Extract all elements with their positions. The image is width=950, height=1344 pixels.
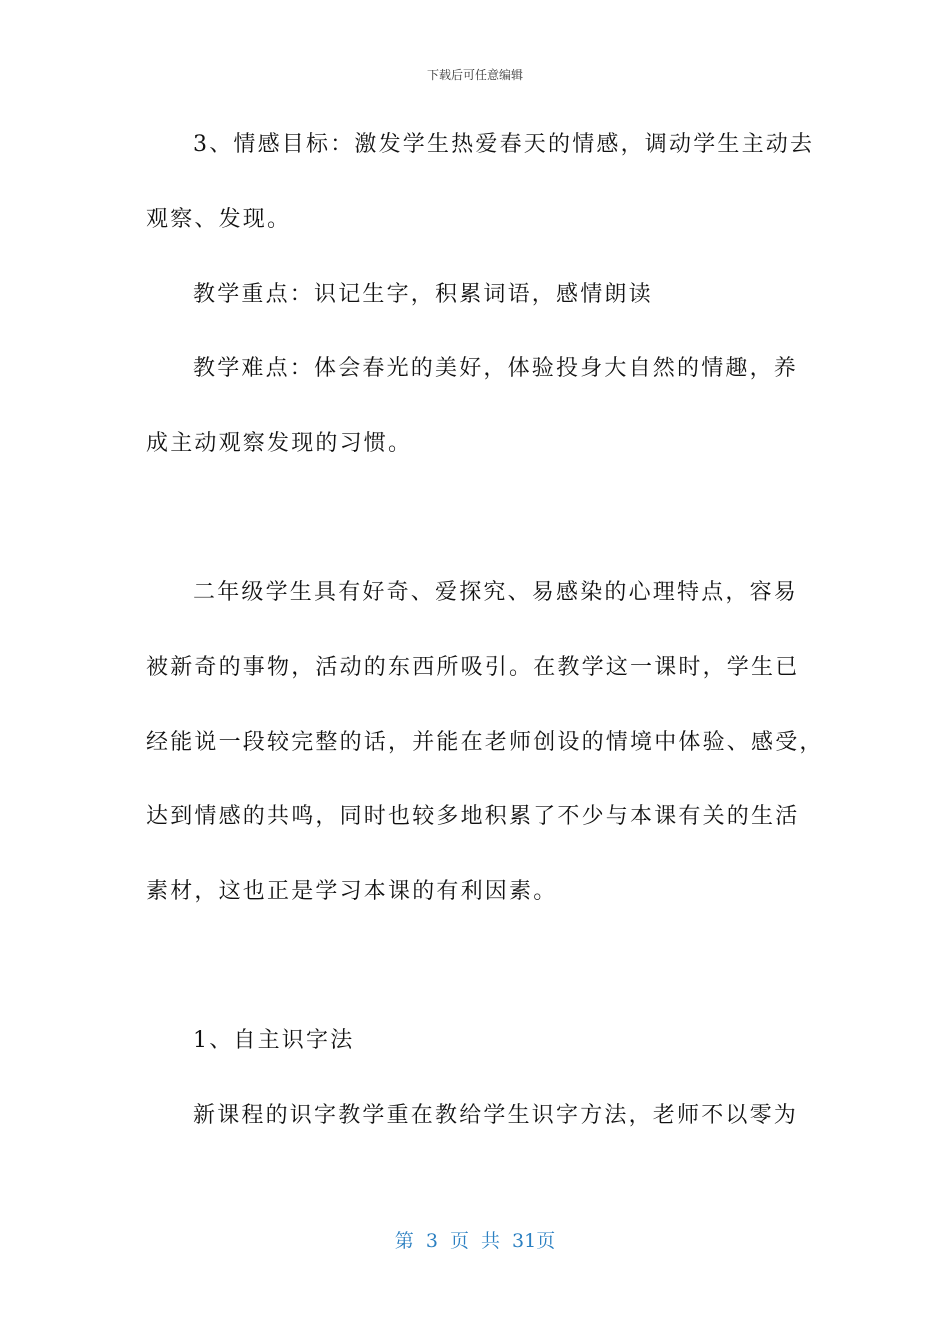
paragraph-line-student-analysis-3: 经能说一段较完整的话，并能在老师创设的情境中体验、感受， — [146, 730, 824, 755]
section-heading-self-literacy: 1、自主识字法 — [193, 1028, 355, 1053]
page-header-note: 下载后可任意编辑 — [426, 68, 523, 82]
paragraph-line-student-analysis-2: 被新奇的事物，活动的东西所吸引。在教学这一课时，学生已 — [146, 655, 800, 680]
page-number-footer: 第 3 页 共 31页 — [394, 1230, 556, 1252]
paragraph-line-student-analysis-4: 达到情感的共鸣，同时也较多地积累了不少与本课有关的生活 — [146, 804, 800, 829]
paragraph-line-new-curriculum: 新课程的识字教学重在教给学生识字方法，老师不以零为 — [193, 1103, 799, 1128]
paragraph-line-emotion-goal-cont: 观察、发现。 — [146, 207, 292, 232]
paragraph-line-student-analysis: 二年级学生具有好奇、爱探究、易感染的心理特点，容易 — [193, 580, 799, 605]
paragraph-line-emotion-goal: 3、情感目标：激发学生热爱春天的情感，调动学生主动去 — [193, 132, 815, 157]
paragraph-line-student-analysis-5: 素材，这也正是学习本课的有利因素。 — [146, 879, 558, 904]
paragraph-line-difficulties: 教学难点：体会春光的美好，体验投身大自然的情趣，养 — [193, 356, 799, 381]
paragraph-line-difficulties-cont: 成主动观察发现的习惯。 — [146, 431, 413, 456]
paragraph-line-key-points: 教学重点：识记生字，积累词语，感情朗读 — [193, 282, 653, 307]
